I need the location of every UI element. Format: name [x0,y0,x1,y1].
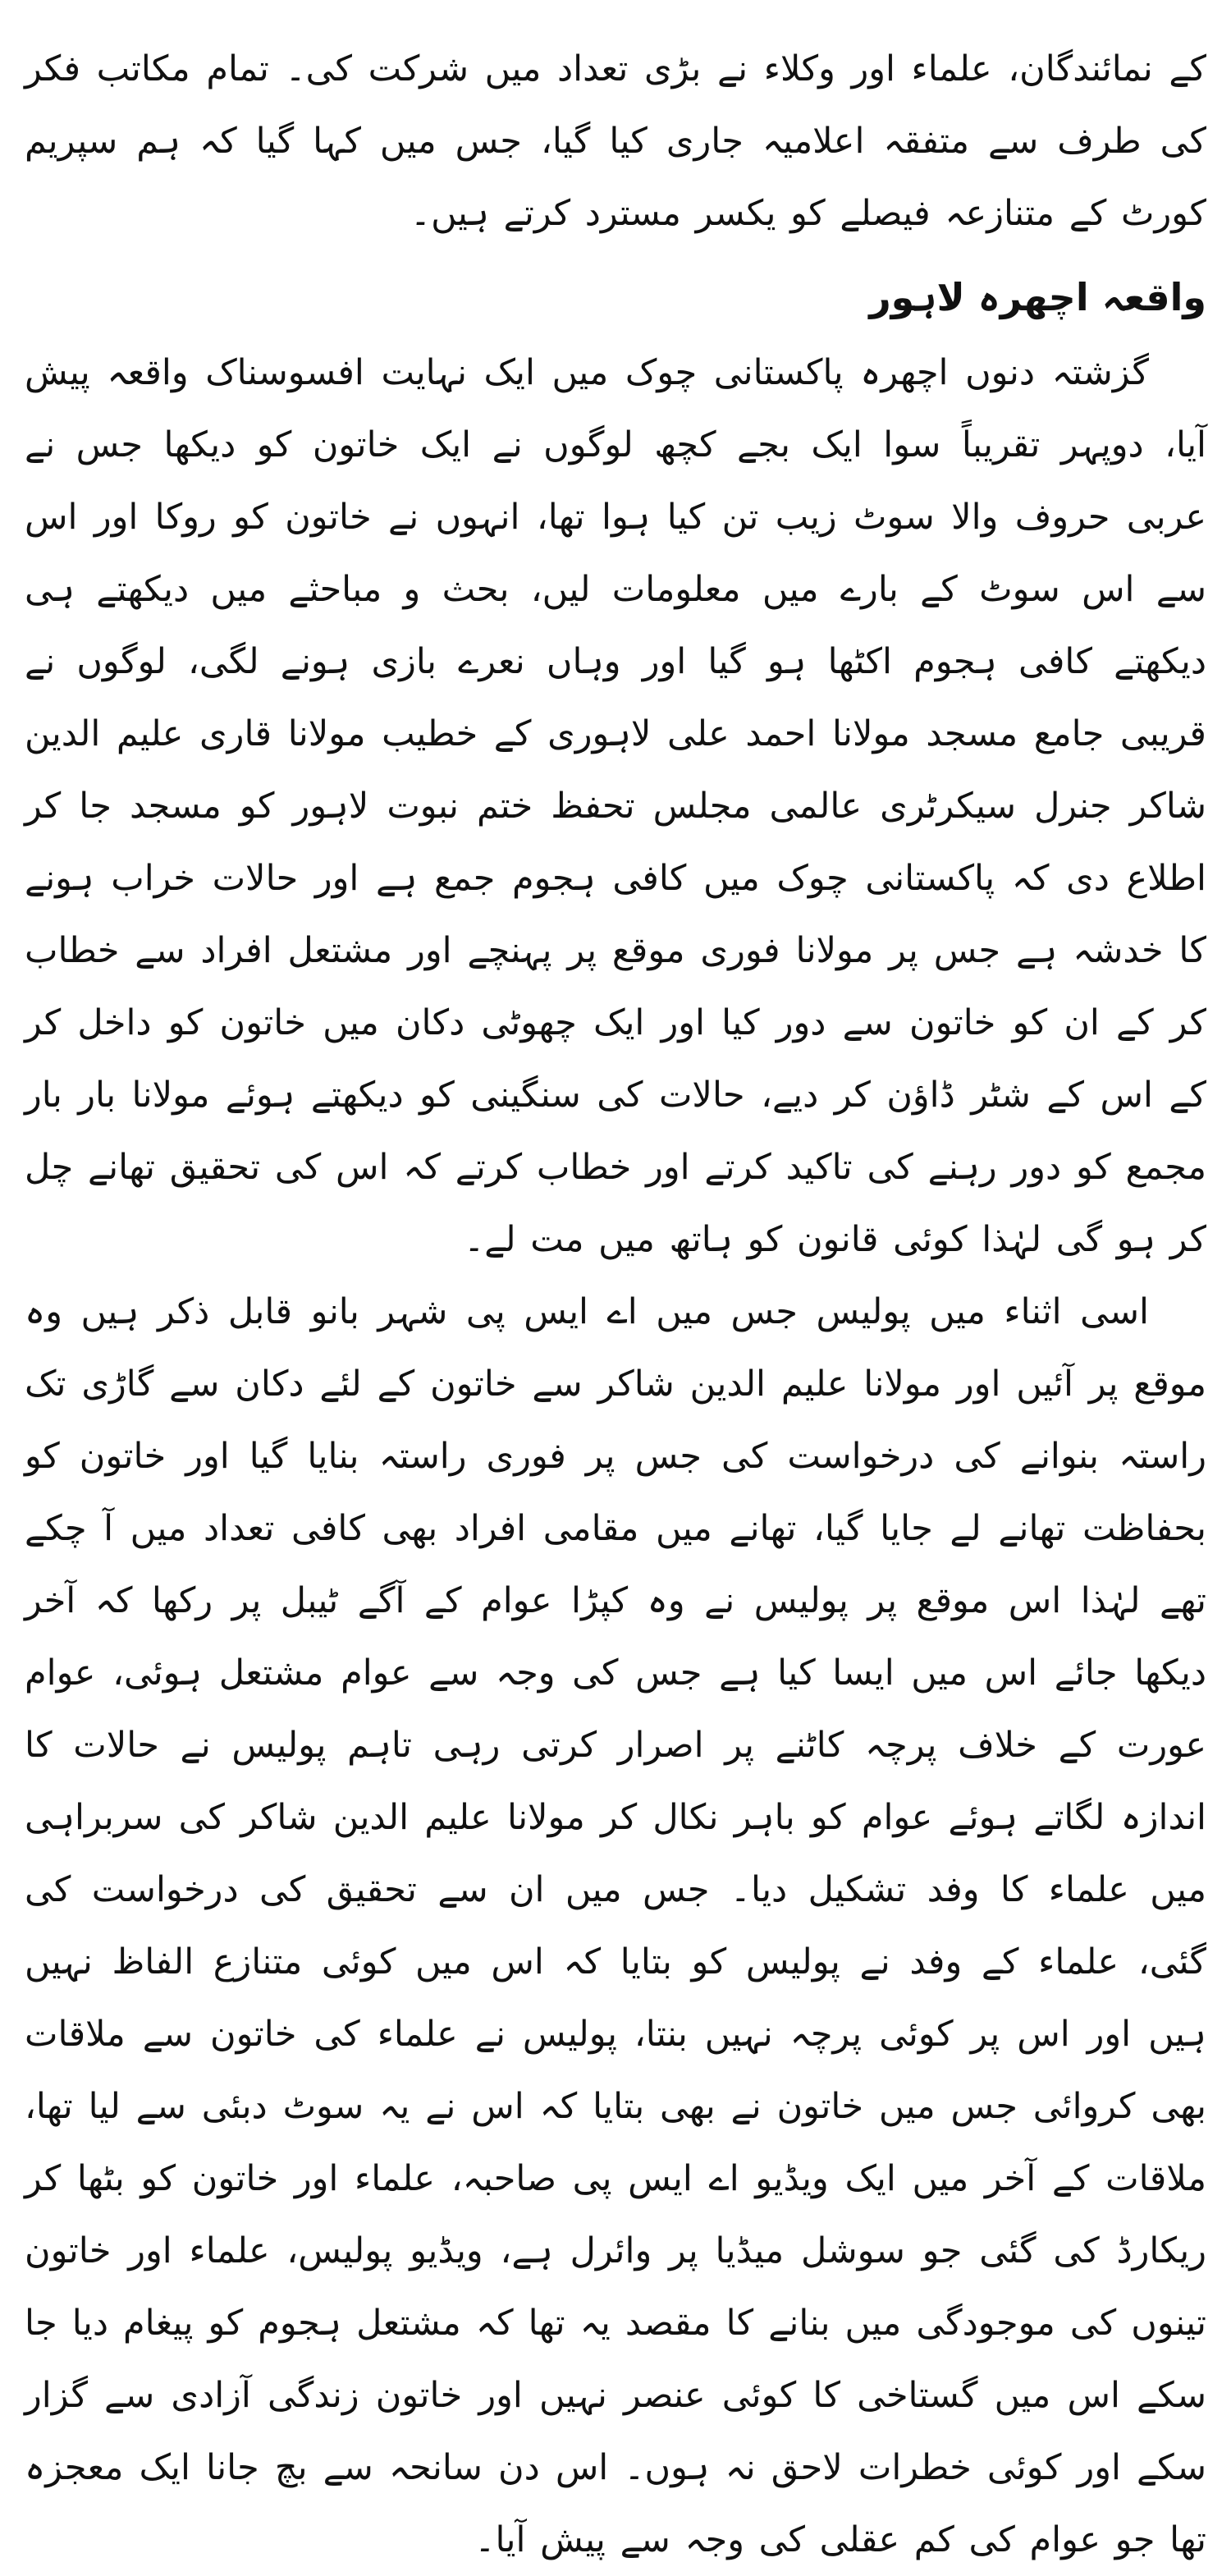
section-heading: واقعہ اچھرہ لاہور [869,275,1206,319]
body-paragraph-2: اسی اثناء میں پولیس جس میں اے ایس پی شہر بانو قابل ذکر ہیں وہ موقع پر آئیں اور مولانا علیم الدین شاکر سے خاتون کے لئے دکان سے گاڑی تک راستہ بنوانے کی درخواست کی جس پر فوری راستہ بنایا گیا اور خاتون کو بحفاظت تھانے لے جایا گیا، تھانے میں مقامی افراد بھی کافی تعداد میں آ چکے تھے لہٰذا اس موقع پر پولیس نے وہ کپڑا عوام کے آگے ٹیبل پر رکھا کہ آخر دیکھا جائے اس میں ایسا کیا ہے جس کی وجہ سے عوام مشتعل ہوئی، عوام عورت کے خلاف پرچہ کاٹنے پر اصرار کرتی رہی تاہم پولیس نے حالات کا اندازہ لگاتے ہوئے عوام کو باہر نکال کر مولانا علیم الدین شاکر کی سربراہی میں علماء کا وفد تشکیل دیا۔ جس میں ان سے تحقیق کی درخواست کی گئی، علماء کے وفد نے پولیس کو بتایا کہ اس میں کوئی متنازع الفاظ نہیں ہیں اور اس پر کوئی پرچہ نہیں بنتا، پولیس نے علماء کی خاتون سے ملاقات بھی کروائی جس میں خاتون نے بھی بتایا کہ اس نے یہ سوٹ دبئی سے لیا تھا، ملاقات کے آخر میں ایک ویڈیو اے ایس پی صاحبہ، علماء اور خاتون کو بٹھا کر ریکارڈ کی گئی جو سوشل میڈیا پر وائرل ہے، ویڈیو پولیس، علماء اور خاتون تینوں کی موجودگی میں بنانے کا مقصد یہ تھا کہ مشتعل ہجوم کو پیغام دیا جا سکے اس میں گستاخی کا کوئی عنصر نہیں اور خاتون زندگی آزادی سے گزار سکے اور کوئی خطرات لاحق نہ ہوں۔ اس دن سانحہ سے بچ جانا ایک معجزہ تھا جو عوام کی کم عقلی کی وجہ سے پیش آیا۔ [25,1291,1206,2560]
body-paragraph-1: گزشتہ دنوں اچھرہ پاکستانی چوک میں ایک نہایت افسوسناک واقعہ پیش آیا، دوپہر تقریباً سوا ایک بجے کچھ لوگوں نے ایک خاتون کو دیکھا جس نے عربی حروف والا سوٹ زیب تن کیا ہوا تھا، انہوں نے خاتون کو روکا اور اس سے اس سوٹ کے بارے میں معلومات لیں، بحث و مباحثے میں دیکھتے ہی دیکھتے کافی ہجوم اکٹھا ہو گیا اور وہاں نعرے بازی ہونے لگی، لوگوں نے قریبی جامع مسجد مولانا احمد علی لاہوری کے خطیب مولانا قاری علیم الدین شاکر جنرل سیکرٹری عالمی مجلس تحفظ ختم نبوت لاہور کو مسجد جا کر اطلاع دی کہ پاکستانی چوک میں کافی ہجوم جمع ہے اور حالات خراب ہونے کا خدشہ ہے جس پر مولانا فوری موقع پر پہنچے اور مشتعل افراد سے خطاب کر کے ان کو خاتون سے دور کیا اور ایک چھوٹی دکان میں خاتون کو داخل کر کے اس کے شٹر ڈاؤن کر دیے، حالات کی سنگینی کو دیکھتے ہوئے مولانا بار بار مجمع کو دور رہنے کی تاکید کرتے اور خطاب کرتے کہ اس کی تحقیق تھانے چل کر ہو گی لہٰذا کوئی قانون کو ہاتھ میں مت لے۔ [25,352,1206,1260]
intro-paragraph: کے نمائندگان، علماء اور وکلاء نے بڑی تعداد میں شرکت کی۔ تمام مکاتب فکر کی طرف سے متفقہ اعلامیہ جاری کیا گیا، جس میں کہا گیا کہ ہم سپریم کورٹ کے متنازعہ فیصلے کو یکسر مسترد کرتے ہیں۔ [25,48,1206,234]
document-page [25,33,1206,2576]
